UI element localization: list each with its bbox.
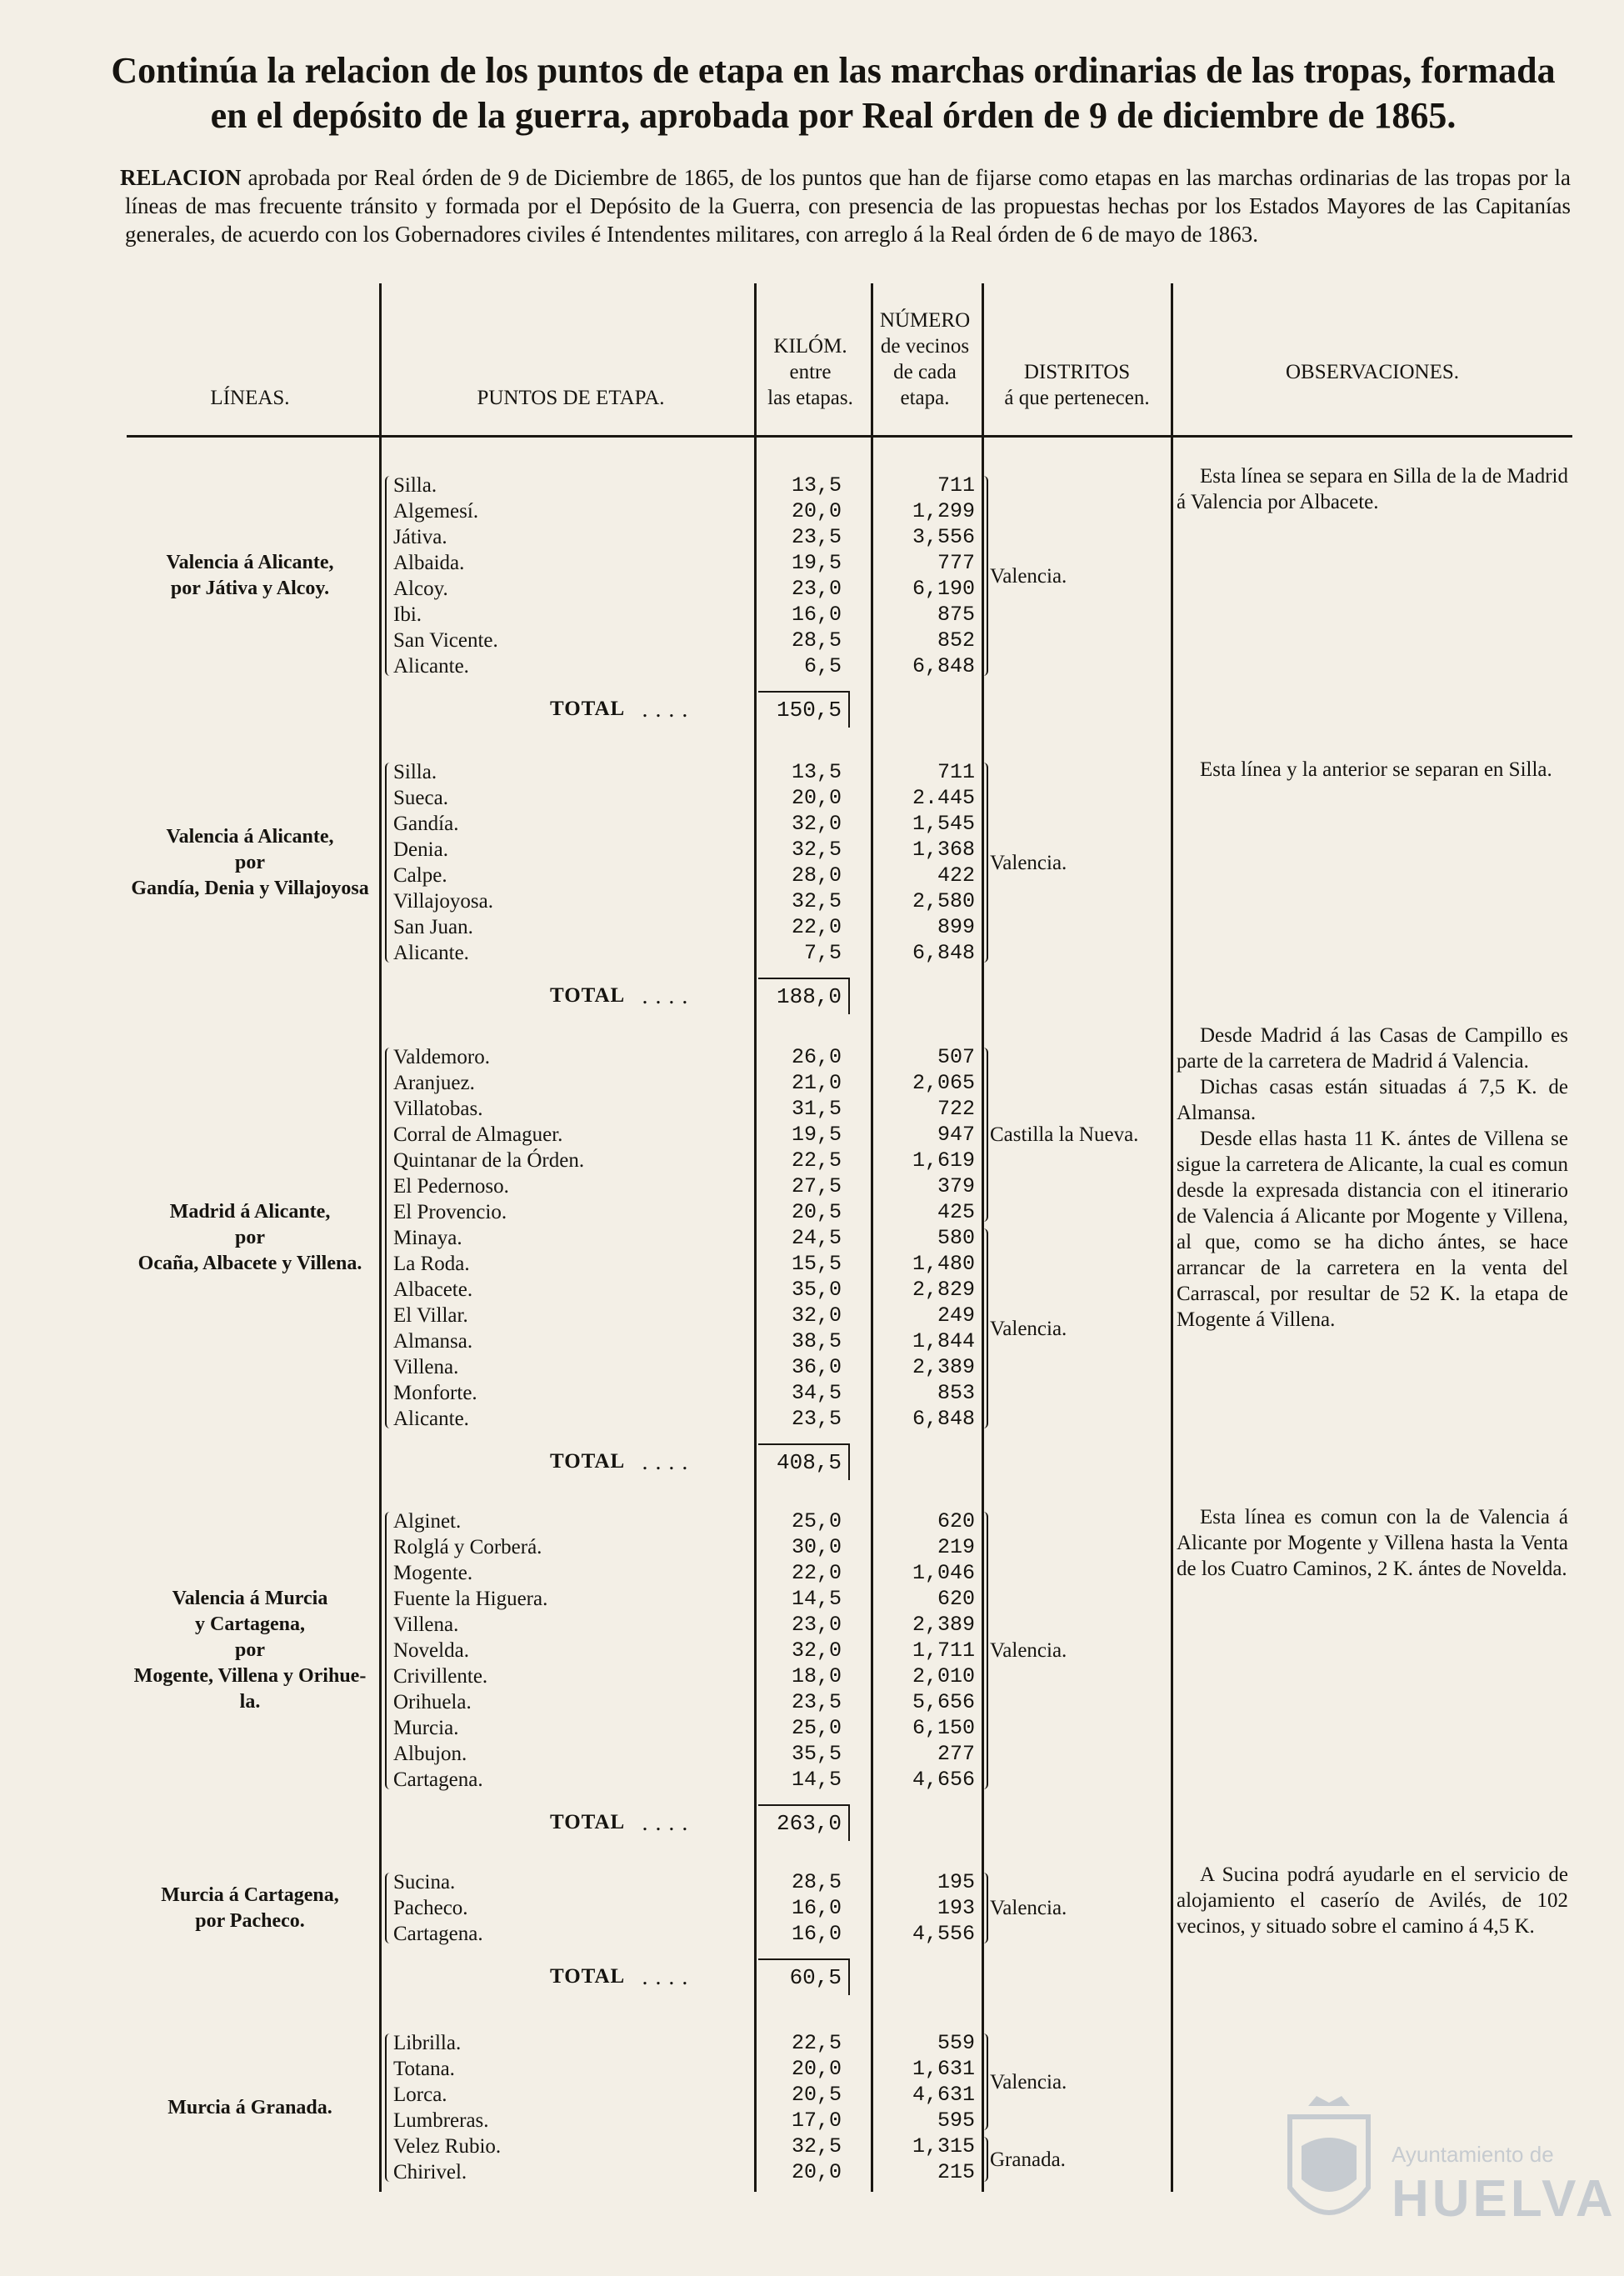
district-bracket bbox=[980, 1048, 988, 1222]
neighbors-value: 595 bbox=[937, 2108, 975, 2133]
stage-point: Albacete. bbox=[393, 1278, 473, 1301]
table-row bbox=[0, 1663, 1624, 1689]
header-numero-1: NÚMERO bbox=[879, 309, 971, 332]
km-value: 19,5 bbox=[791, 1123, 842, 1147]
intro-text: aprobada por Real órden de 9 de Diciembre de 1865, de los puntos que han de fijarse como etapas en las marchas ordinarias de las tropas por la líneas de mas frecuente tránsito y formada por el Depósito de la Guerra, con presencia de las propuestas hechas por los Estados Mayores de las Capitanías generales, de acuerdo con los Gobernadores civiles é Intendentes militares, con arreglo á la Real órden de 6 de mayo de 1863. bbox=[125, 165, 1571, 247]
km-value: 28,0 bbox=[791, 863, 842, 888]
stage-point: Orihuela. bbox=[393, 1691, 472, 1713]
stage-point: Silla. bbox=[393, 761, 437, 783]
km-value: 21,0 bbox=[791, 1071, 842, 1095]
route-name-line: por Játiva y Alcoy. bbox=[170, 578, 330, 599]
neighbors-value: 422 bbox=[937, 863, 975, 888]
neighbors-value: 195 bbox=[937, 1870, 975, 1894]
km-value: 6,5 bbox=[803, 654, 842, 678]
neighbors-value: 852 bbox=[937, 628, 975, 653]
district-bracket bbox=[980, 2033, 988, 2130]
stage-point: Silla. bbox=[393, 474, 437, 497]
stage-point: Quintanar de la Órden. bbox=[393, 1149, 585, 1172]
stage-point: Alginet. bbox=[393, 1510, 462, 1533]
district-bracket bbox=[980, 1228, 988, 1428]
observation-paragraph: Dichas casas están situadas á 7,5 K. de Almansa. bbox=[1177, 1076, 1568, 1124]
observation-paragraph: A Sucina podrá ayudarle en el servicio de alojamiento el caserío de Avilés, de 102 vecinos, y situado sobre el camino á 4,5 K. bbox=[1177, 1863, 1568, 1938]
neighbors-value: 2,580 bbox=[912, 889, 975, 913]
stage-point: El Pedernoso. bbox=[393, 1175, 509, 1198]
neighbors-value: 853 bbox=[937, 1381, 975, 1405]
total-box-side bbox=[848, 691, 850, 728]
total-value: 60,5 bbox=[789, 1965, 842, 1990]
total-leader-dots: .... bbox=[642, 1811, 695, 1835]
neighbors-value: 4,631 bbox=[912, 2083, 975, 2107]
neighbors-value: 1,545 bbox=[912, 812, 975, 836]
stage-point: Cartagena. bbox=[393, 1768, 483, 1791]
stage-point: San Vicente. bbox=[393, 629, 498, 652]
km-value: 16,0 bbox=[791, 603, 842, 627]
header-distritos bbox=[983, 359, 1171, 411]
km-value: 20,0 bbox=[791, 499, 842, 523]
total-rule bbox=[758, 1443, 850, 1445]
route-name-line: Valencia á Alicante, bbox=[166, 552, 334, 573]
km-value: 24,5 bbox=[791, 1226, 842, 1250]
table-row bbox=[0, 1354, 1624, 1380]
city-shield-icon bbox=[1283, 2096, 1375, 2238]
table-row bbox=[0, 524, 1624, 550]
district-bracket bbox=[980, 476, 988, 676]
total-rule bbox=[758, 1958, 850, 1960]
neighbors-value: 219 bbox=[937, 1535, 975, 1559]
km-value: 32,0 bbox=[791, 1638, 842, 1663]
neighbors-value: 6,150 bbox=[912, 1716, 975, 1740]
stage-point: Villena. bbox=[393, 1356, 459, 1378]
neighbors-value: 711 bbox=[937, 760, 975, 784]
district-bracket bbox=[980, 1873, 988, 1943]
table-row bbox=[0, 1586, 1624, 1612]
district-label: Castilla la Nueva. bbox=[990, 1123, 1139, 1146]
stage-point: Totana. bbox=[393, 2058, 455, 2080]
route-name-line: por Pacheco. bbox=[195, 1909, 305, 1932]
district-bracket bbox=[980, 2137, 988, 2182]
observation-text bbox=[1177, 463, 1568, 515]
total-box-side bbox=[848, 1958, 850, 1995]
header-numero-2: de vecinos bbox=[880, 335, 970, 358]
km-value: 35,5 bbox=[791, 1742, 842, 1766]
stage-point: Novelda. bbox=[393, 1639, 469, 1662]
stage-point: Ibi. bbox=[393, 603, 422, 626]
table-row bbox=[0, 602, 1624, 628]
observation-text bbox=[1177, 1023, 1568, 1333]
km-value: 35,0 bbox=[791, 1278, 842, 1302]
neighbors-value: 1,619 bbox=[912, 1148, 975, 1173]
km-value: 23,0 bbox=[791, 577, 842, 601]
stage-point: Alicante. bbox=[393, 942, 469, 964]
page-title: Continúa la relacion de los puntos de etapa en las marchas ordinarias de las tropas, formada en el depósito de la guerra, aprobada por Real órden de 9 de diciembre de 1865. bbox=[111, 50, 1556, 136]
km-value: 22,0 bbox=[791, 915, 842, 939]
district-label: Valencia. bbox=[990, 1897, 1067, 1919]
watermark-small-text: Ayuntamiento de bbox=[1392, 2142, 1554, 2167]
km-value: 32,5 bbox=[791, 889, 842, 913]
route-name-line: Murcia á Cartagena, bbox=[161, 1883, 339, 1906]
neighbors-value: 1,480 bbox=[912, 1252, 975, 1276]
route-name-line: por bbox=[235, 851, 265, 873]
observation-paragraph: Desde Madrid á las Casas de Campillo es parte de la carretera de Madrid á Valencia. bbox=[1177, 1024, 1568, 1073]
stage-point: Alcoy. bbox=[393, 578, 448, 600]
table-row bbox=[0, 1689, 1624, 1715]
header-distritos-2: á que pertenecen. bbox=[1004, 387, 1150, 409]
route-name-line: Madrid á Alicante, bbox=[169, 1201, 331, 1223]
route-name-line: la. bbox=[239, 1691, 261, 1713]
stage-point: Librilla. bbox=[393, 2032, 462, 2054]
stage-point: Aranjuez. bbox=[393, 1072, 475, 1094]
table-row bbox=[0, 837, 1624, 863]
stage-point: Alicante. bbox=[393, 1408, 469, 1430]
table-row bbox=[0, 811, 1624, 837]
neighbors-value: 4,656 bbox=[912, 1768, 975, 1792]
observation-paragraph: Desde ellas hasta 11 K. ántes de Villena se sigue la carretera de Alicante, la cual es comun desde la expresada distancia con el itinerario de Valencia á Alicante por Mogente y Villena, al que, como se ha dicho ántes, se hace arrancar de la carretera en la venta del Carrascal, por resultar de 52 K. la etapa de Mogente á Villena. bbox=[1177, 1128, 1568, 1331]
stage-point: Villena. bbox=[393, 1613, 459, 1636]
stage-point: Sucina. bbox=[393, 1871, 456, 1893]
route-name-line: Valencia á Murcia bbox=[172, 1588, 328, 1609]
stage-point: Sueca. bbox=[393, 787, 448, 809]
route-name-line: Gandía, Denia y Villajoyosa bbox=[131, 877, 369, 899]
stage-point: El Villar. bbox=[393, 1304, 468, 1327]
km-value: 32,5 bbox=[791, 838, 842, 862]
stage-point: Almansa. bbox=[393, 1330, 473, 1353]
stage-point: Mogente. bbox=[393, 1562, 473, 1584]
observation-text bbox=[1177, 1504, 1568, 1582]
km-value: 20,5 bbox=[791, 1200, 842, 1224]
district-bracket bbox=[980, 763, 988, 963]
stage-point: Monforte. bbox=[393, 1382, 477, 1404]
neighbors-value: 507 bbox=[937, 1045, 975, 1069]
district-label: Granada. bbox=[990, 2148, 1066, 2171]
neighbors-value: 620 bbox=[937, 1509, 975, 1533]
total-leader-dots: .... bbox=[642, 1965, 695, 1989]
neighbors-value: 1,711 bbox=[912, 1638, 975, 1663]
table-row bbox=[0, 1406, 1624, 1432]
km-value: 30,0 bbox=[791, 1535, 842, 1559]
km-value: 28,5 bbox=[791, 628, 842, 653]
table-row bbox=[0, 653, 1624, 679]
total-rule bbox=[758, 691, 850, 693]
km-value: 20,0 bbox=[791, 2057, 842, 2081]
total-value: 408,5 bbox=[776, 1450, 842, 1475]
km-value: 22,5 bbox=[791, 1148, 842, 1173]
km-value: 18,0 bbox=[791, 1664, 842, 1688]
km-value: 32,0 bbox=[791, 812, 842, 836]
table-row bbox=[0, 914, 1624, 940]
neighbors-value: 193 bbox=[937, 1896, 975, 1920]
neighbors-value: 2,389 bbox=[912, 1613, 975, 1637]
neighbors-value: 6,190 bbox=[912, 577, 975, 601]
table-row bbox=[0, 863, 1624, 888]
neighbors-value: 1,046 bbox=[912, 1561, 975, 1585]
neighbors-value: 1,299 bbox=[912, 499, 975, 523]
stage-point: Pacheco. bbox=[393, 1897, 468, 1919]
route-name-line: por bbox=[235, 1639, 265, 1661]
km-value: 16,0 bbox=[791, 1922, 842, 1946]
km-value: 32,5 bbox=[791, 2134, 842, 2158]
total-label: TOTAL bbox=[550, 698, 626, 720]
table-row bbox=[0, 1380, 1624, 1406]
stage-point: Villajoyosa. bbox=[393, 890, 494, 913]
total-box-side bbox=[848, 1804, 850, 1841]
stage-point: Albaida. bbox=[393, 552, 465, 574]
total-rule bbox=[758, 1804, 850, 1806]
header-numero-3: de cada bbox=[893, 361, 957, 383]
route-name-line: Ocaña, Albacete y Villena. bbox=[137, 1253, 362, 1274]
stage-point: Játiva. bbox=[393, 526, 447, 548]
neighbors-value: 379 bbox=[937, 1174, 975, 1198]
intro-lead: RELACION bbox=[120, 165, 242, 190]
header-numero bbox=[871, 308, 979, 411]
header-kilom bbox=[754, 333, 867, 411]
neighbors-value: 215 bbox=[937, 2160, 975, 2184]
total-label: TOTAL bbox=[550, 1965, 626, 1988]
km-value: 22,0 bbox=[791, 1561, 842, 1585]
stage-point: Albujon. bbox=[393, 1743, 467, 1765]
stage-point: Lorca. bbox=[393, 2083, 447, 2106]
km-value: 23,5 bbox=[791, 525, 842, 549]
km-value: 19,5 bbox=[791, 551, 842, 575]
stage-point: Gandía. bbox=[393, 813, 459, 835]
km-value: 34,5 bbox=[791, 1381, 842, 1405]
total-leader-dots: .... bbox=[642, 698, 695, 722]
total-label: TOTAL bbox=[550, 984, 626, 1007]
neighbors-value: 1,631 bbox=[912, 2057, 975, 2081]
route-name-line: y Cartagena, bbox=[195, 1613, 305, 1635]
total-label: TOTAL bbox=[550, 1811, 626, 1833]
km-value: 14,5 bbox=[791, 1768, 842, 1792]
stage-point: Crivillente. bbox=[393, 1665, 488, 1688]
route-name-line: por bbox=[235, 1227, 265, 1248]
total-value: 150,5 bbox=[776, 698, 842, 723]
observation-text bbox=[1177, 1862, 1568, 1939]
km-value: 7,5 bbox=[803, 941, 842, 965]
header-rule bbox=[127, 435, 1572, 438]
stage-point: Lumbreras. bbox=[393, 2109, 489, 2132]
header-numero-4: etapa. bbox=[900, 387, 950, 409]
neighbors-value: 722 bbox=[937, 1097, 975, 1121]
km-value: 16,0 bbox=[791, 1896, 842, 1920]
km-value: 15,5 bbox=[791, 1252, 842, 1276]
stage-point: Minaya. bbox=[393, 1227, 462, 1249]
km-value: 31,5 bbox=[791, 1097, 842, 1121]
watermark-big-text: HUELVA bbox=[1392, 2170, 1617, 2228]
neighbors-value: 6,848 bbox=[912, 654, 975, 678]
district-bracket bbox=[980, 1512, 988, 1789]
neighbors-value: 425 bbox=[937, 1200, 975, 1224]
km-value: 36,0 bbox=[791, 1355, 842, 1379]
intro-paragraph bbox=[120, 163, 1571, 248]
neighbors-value: 559 bbox=[937, 2031, 975, 2055]
neighbors-value: 6,848 bbox=[912, 941, 975, 965]
observation-paragraph: Esta línea se separa en Silla de la de Madrid á Valencia por Albacete. bbox=[1177, 465, 1568, 513]
header-puntos: PUNTOS DE ETAPA. bbox=[477, 387, 665, 409]
total-label: TOTAL bbox=[550, 1450, 626, 1473]
neighbors-value: 6,848 bbox=[912, 1407, 975, 1431]
neighbors-value: 2,389 bbox=[912, 1355, 975, 1379]
km-value: 23,5 bbox=[791, 1690, 842, 1714]
observation-paragraph: Esta línea es comun con la de Valencia á Alicante por Mogente y Villena hasta la Venta de los Cuatro Caminos, 2 K. ántes de Novelda. bbox=[1177, 1506, 1568, 1580]
km-value: 26,0 bbox=[791, 1045, 842, 1069]
neighbors-value: 5,656 bbox=[912, 1690, 975, 1714]
stage-point: El Provencio. bbox=[393, 1201, 507, 1223]
header-lineas: LÍNEAS. bbox=[210, 387, 290, 409]
neighbors-value: 2,010 bbox=[912, 1664, 975, 1688]
stage-point: Calpe. bbox=[393, 864, 447, 887]
stage-point: La Roda. bbox=[393, 1253, 470, 1275]
table-row bbox=[0, 1612, 1624, 1638]
km-value: 14,5 bbox=[791, 1587, 842, 1611]
district-label: Valencia. bbox=[990, 851, 1067, 874]
district-label: Valencia. bbox=[990, 1639, 1067, 1662]
total-leader-dots: .... bbox=[642, 1450, 695, 1474]
km-value: 13,5 bbox=[791, 760, 842, 784]
table-row bbox=[0, 1741, 1624, 1767]
stage-point: Velez Rubio. bbox=[393, 2135, 502, 2158]
km-value: 25,0 bbox=[791, 1716, 842, 1740]
km-value: 17,0 bbox=[791, 2108, 842, 2133]
total-rule bbox=[758, 978, 850, 979]
table-row bbox=[0, 1715, 1624, 1741]
stage-point: Fuente la Higuera. bbox=[393, 1588, 548, 1610]
total-box-side bbox=[848, 978, 850, 1014]
stage-point: Denia. bbox=[393, 838, 448, 861]
stage-point: Chirivel. bbox=[393, 2161, 467, 2183]
header-kilom-1: KILÓM. bbox=[773, 335, 847, 358]
table-row bbox=[0, 1638, 1624, 1663]
total-box-side bbox=[848, 1443, 850, 1480]
km-value: 28,5 bbox=[791, 1870, 842, 1894]
km-value: 20,0 bbox=[791, 786, 842, 810]
table-row bbox=[0, 576, 1624, 602]
km-value: 22,5 bbox=[791, 2031, 842, 2055]
km-value: 13,5 bbox=[791, 473, 842, 498]
neighbors-value: 777 bbox=[937, 551, 975, 575]
neighbors-value: 1,368 bbox=[912, 838, 975, 862]
table-row bbox=[0, 940, 1624, 966]
km-value: 27,5 bbox=[791, 1174, 842, 1198]
stage-point: Algemesí. bbox=[393, 500, 479, 523]
total-leader-dots: .... bbox=[642, 984, 695, 1008]
route-name-line: Murcia á Granada. bbox=[167, 2096, 332, 2118]
stage-point: Rolglá y Corberá. bbox=[393, 1536, 542, 1558]
km-value: 20,0 bbox=[791, 2160, 842, 2184]
neighbors-value: 249 bbox=[937, 1303, 975, 1328]
stage-point: Valdemoro. bbox=[393, 1046, 490, 1068]
km-value: 32,0 bbox=[791, 1303, 842, 1328]
neighbors-value: 4,556 bbox=[912, 1922, 975, 1946]
header-kilom-3: las etapas. bbox=[767, 387, 853, 409]
stage-point: Villatobas. bbox=[393, 1098, 483, 1120]
km-value: 23,0 bbox=[791, 1613, 842, 1637]
stage-point: San Juan. bbox=[393, 916, 473, 938]
watermark-logo bbox=[1275, 2096, 1617, 2254]
stage-point: Murcia. bbox=[393, 1717, 459, 1739]
km-value: 23,5 bbox=[791, 1407, 842, 1431]
district-label: Valencia. bbox=[990, 564, 1067, 588]
neighbors-value: 277 bbox=[937, 1742, 975, 1766]
table-row bbox=[0, 628, 1624, 653]
km-value: 20,5 bbox=[791, 2083, 842, 2107]
header-distritos-1: DISTRITOS bbox=[1023, 361, 1131, 383]
district-label: Valencia. bbox=[990, 2070, 1067, 2093]
neighbors-value: 2,065 bbox=[912, 1071, 975, 1095]
observation-text bbox=[1177, 757, 1568, 783]
neighbors-value: 3,556 bbox=[912, 525, 975, 549]
observation-paragraph: Esta línea y la anterior se separan en Silla. bbox=[1200, 758, 1552, 781]
neighbors-value: 620 bbox=[937, 1587, 975, 1611]
table-row bbox=[0, 785, 1624, 811]
total-value: 188,0 bbox=[776, 984, 842, 1009]
district-label: Valencia. bbox=[990, 1317, 1067, 1340]
table-row bbox=[0, 1767, 1624, 1793]
neighbors-value: 1,844 bbox=[912, 1329, 975, 1353]
stage-point: Corral de Almaguer. bbox=[393, 1123, 563, 1146]
route-name-line: Mogente, Villena y Orihue- bbox=[133, 1665, 367, 1687]
header-kilom-2: entre bbox=[789, 361, 832, 383]
stage-point: Cartagena. bbox=[393, 1923, 483, 1945]
table-row bbox=[0, 888, 1624, 914]
neighbors-value: 711 bbox=[937, 473, 975, 498]
neighbors-value: 875 bbox=[937, 603, 975, 627]
total-value: 263,0 bbox=[776, 1811, 842, 1836]
table-row bbox=[0, 2030, 1624, 2056]
neighbors-value: 947 bbox=[937, 1123, 975, 1147]
neighbors-value: 580 bbox=[937, 1226, 975, 1250]
header-observaciones: OBSERVACIONES. bbox=[1286, 361, 1459, 383]
neighbors-value: 2,829 bbox=[912, 1278, 975, 1302]
table-row bbox=[0, 550, 1624, 576]
km-value: 25,0 bbox=[791, 1509, 842, 1533]
table-row bbox=[0, 2056, 1624, 2082]
neighbors-value: 1,315 bbox=[912, 2134, 975, 2158]
km-value: 38,5 bbox=[791, 1329, 842, 1353]
neighbors-value: 2.445 bbox=[912, 786, 975, 810]
stage-point: Alicante. bbox=[393, 655, 469, 678]
neighbors-value: 899 bbox=[937, 915, 975, 939]
route-name-line: Valencia á Alicante, bbox=[166, 825, 334, 848]
